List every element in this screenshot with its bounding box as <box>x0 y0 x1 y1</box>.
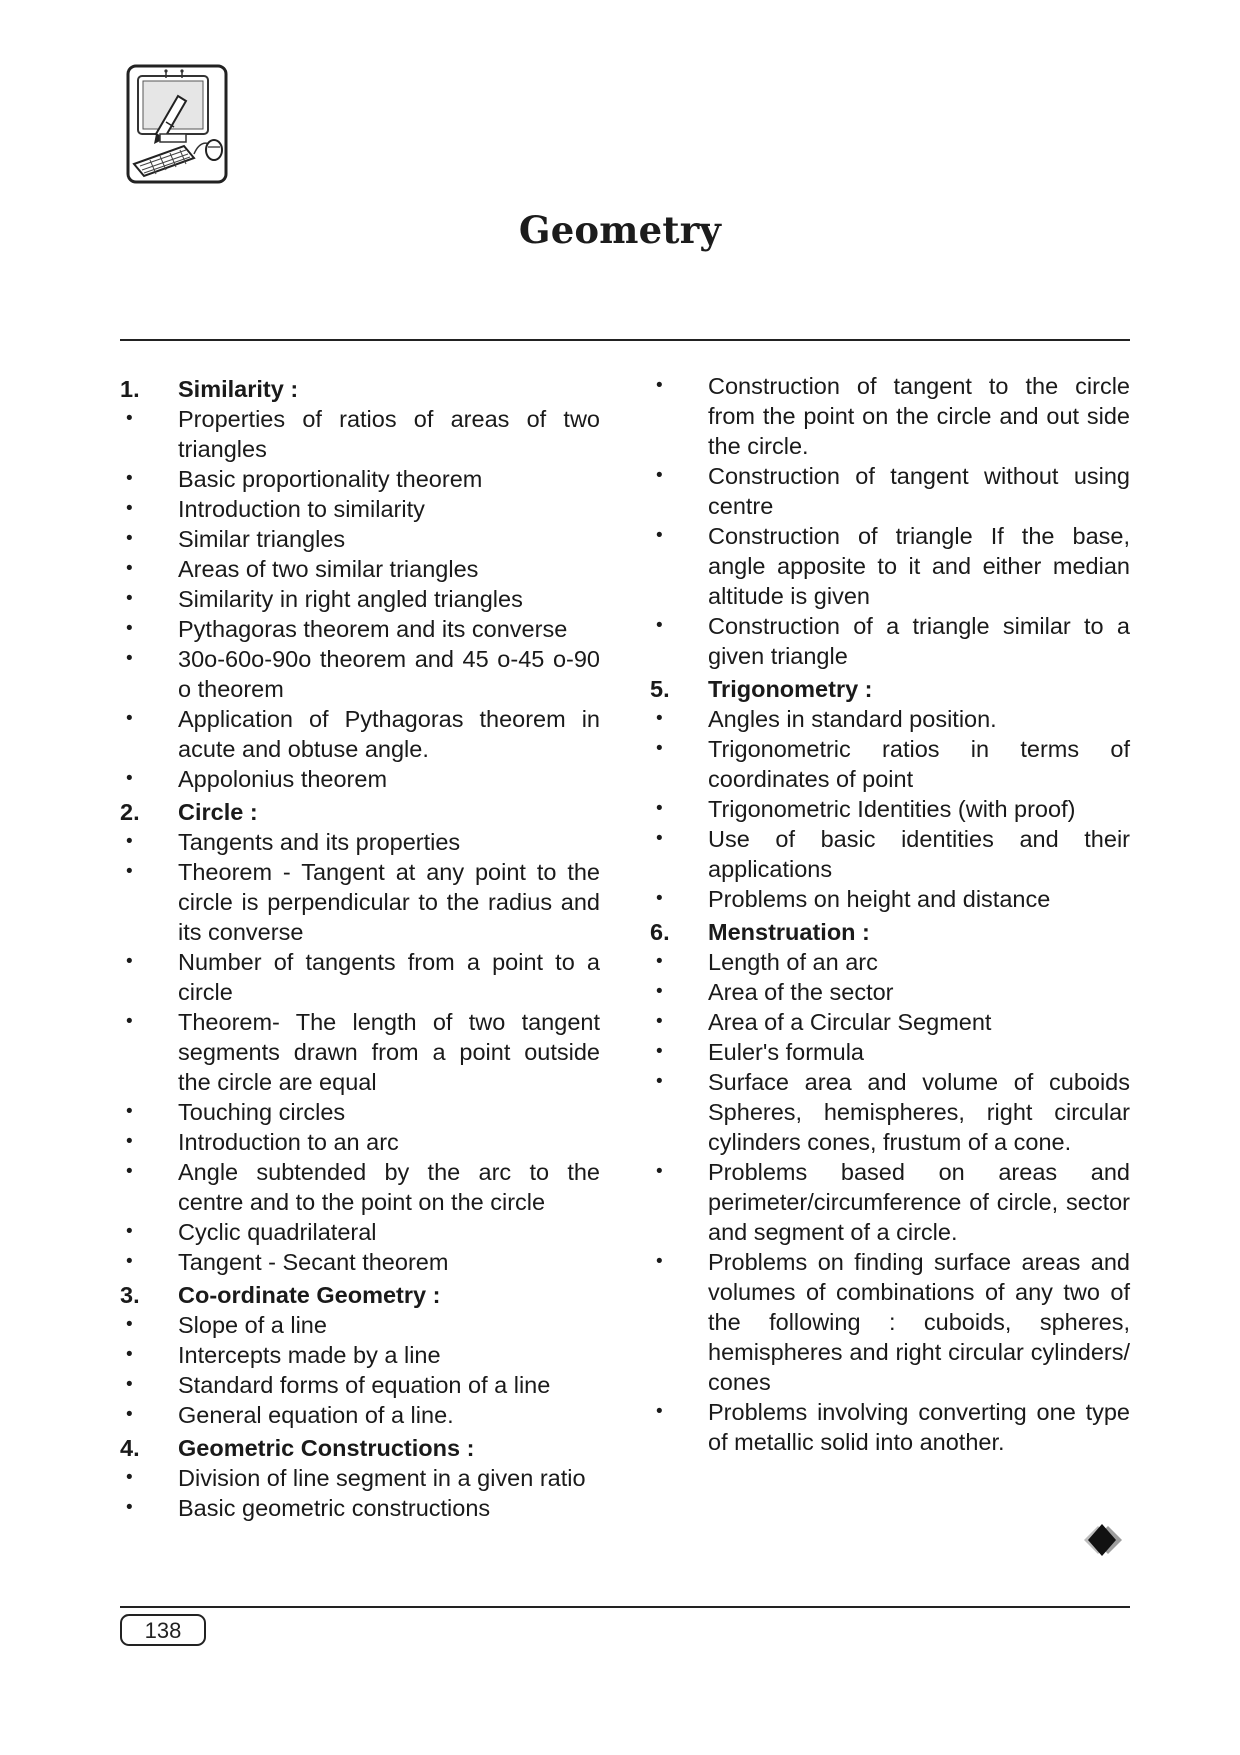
bullet-icon: • <box>126 408 133 429</box>
computer-logo-icon <box>126 64 228 184</box>
list-item <box>120 1400 600 1430</box>
list-item-text: Theorem - Tangent at any point to the circle is perpendicular to the radius and its converse <box>178 859 600 945</box>
list-item-text: Pythagoras theorem and its converse <box>178 616 568 642</box>
list-item <box>650 1397 1130 1457</box>
section-heading <box>650 674 1130 704</box>
list-item <box>120 1007 600 1097</box>
list-item-text: Problems based on areas and perimeter/circumference of circle, sector and segment of a circle. <box>708 1159 1130 1245</box>
list-item-text: Basic proportionality theorem <box>178 466 483 492</box>
list-item-text: Areas of two similar triangles <box>178 556 479 582</box>
bullet-icon: • <box>656 1401 663 1422</box>
page-title: Geometry <box>518 208 722 252</box>
bullet-icon: • <box>656 465 663 486</box>
list-item <box>650 521 1130 611</box>
list-item <box>650 1157 1130 1247</box>
list-item-text: Division of line segment in a given ratio <box>178 1465 586 1491</box>
list-item-text: Introduction to similarity <box>178 496 425 522</box>
section-heading <box>650 917 1130 947</box>
list-item <box>120 554 600 584</box>
list-item-text: Use of basic identities and their applications <box>708 826 1130 882</box>
list-item-text: Similar triangles <box>178 526 346 552</box>
section-number: 6. <box>650 919 670 945</box>
bullet-icon: • <box>126 1344 133 1365</box>
list-item <box>120 584 600 614</box>
list-item <box>120 1157 600 1217</box>
bullet-icon: • <box>656 1011 663 1032</box>
list-item <box>650 461 1130 521</box>
list-item <box>120 524 600 554</box>
bullet-icon: • <box>126 831 133 852</box>
bullet-icon: • <box>126 1011 133 1032</box>
list-item <box>650 1247 1130 1397</box>
section-title: Trigonometry : <box>708 676 873 702</box>
section-heading <box>120 1433 600 1463</box>
bullet-icon: • <box>656 525 663 546</box>
list-item <box>650 611 1130 671</box>
list-item-text: Surface area and volume of cuboids Spheres, hemispheres, right circular cylinders cones, frustum of a cone. <box>708 1069 1130 1155</box>
list-item <box>650 1067 1130 1157</box>
list-item <box>650 734 1130 794</box>
bullet-icon: • <box>126 498 133 519</box>
list-item-text: Problems on height and distance <box>708 886 1051 912</box>
section-title: Similarity : <box>178 376 299 402</box>
list-item-text: Trigonometric ratios in terms of coordinates of point <box>708 736 1130 792</box>
bullet-icon: • <box>656 798 663 819</box>
list-item-text: Trigonometric Identities (with proof) <box>708 796 1076 822</box>
bullet-icon: • <box>126 1404 133 1425</box>
section-number: 3. <box>120 1282 140 1308</box>
page-number: 138 <box>120 1614 206 1646</box>
bullet-icon: • <box>126 1467 133 1488</box>
list-item-text: Basic geometric constructions <box>178 1495 491 1521</box>
list-item-text: Construction of tangent to the circle from the point on the circle and out side the circle. <box>708 373 1130 459</box>
bullet-icon: • <box>656 708 663 729</box>
bullet-icon: • <box>126 1221 133 1242</box>
bullet-icon: • <box>126 951 133 972</box>
list-item <box>120 1127 600 1157</box>
list-item-text: Intercepts made by a line <box>178 1342 441 1368</box>
bullet-icon: • <box>126 768 133 789</box>
list-item <box>120 764 600 794</box>
list-item-text: Construction of triangle If the base, angle apposite to it and either median altitude is given <box>708 523 1130 609</box>
list-item-text: General equation of a line. <box>178 1402 454 1428</box>
bullet-icon: • <box>656 375 663 396</box>
list-item <box>650 704 1130 734</box>
section-heading <box>120 797 600 827</box>
bullet-icon: • <box>126 1161 133 1182</box>
list-item-text: Slope of a line <box>178 1312 327 1338</box>
list-item-text: Introduction to an arc <box>178 1129 399 1155</box>
list-item <box>120 1097 600 1127</box>
bullet-icon: • <box>126 708 133 729</box>
list-item <box>120 614 600 644</box>
bullet-icon: • <box>126 588 133 609</box>
list-item-text: Area of a Circular Segment <box>708 1009 992 1035</box>
list-item <box>120 1463 600 1493</box>
list-item-text: 30o-60o-90o theorem and 45 o-45 o-90 o theorem <box>178 646 600 702</box>
list-item-text: Problems involving converting one type of metallic solid into another. <box>708 1399 1130 1455</box>
bottom-divider <box>120 1606 1130 1608</box>
list-item-text: Theorem- The length of two tangent segments drawn from a point outside the circle are equal <box>178 1009 600 1095</box>
list-item <box>120 494 600 524</box>
bullet-icon: • <box>656 738 663 759</box>
list-item <box>120 1340 600 1370</box>
list-item <box>120 644 600 704</box>
section-heading <box>120 374 600 404</box>
list-item-text: Angle subtended by the arc to the centre and to the point on the circle <box>178 1159 600 1215</box>
list-item-text: Properties of ratios of areas of two triangles <box>178 406 600 462</box>
list-item <box>120 857 600 947</box>
bullet-icon: • <box>656 828 663 849</box>
bullet-icon: • <box>126 861 133 882</box>
list-item <box>120 1217 600 1247</box>
list-item <box>120 464 600 494</box>
section-number: 2. <box>120 799 140 825</box>
section-title: Circle : <box>178 799 258 825</box>
section-title: Co-ordinate Geometry : <box>178 1282 441 1308</box>
bullet-icon: • <box>656 888 663 909</box>
list-item <box>120 704 600 764</box>
list-item <box>650 371 1130 461</box>
bullet-icon: • <box>656 1041 663 1062</box>
section-number: 4. <box>120 1435 140 1461</box>
bullet-icon: • <box>126 1497 133 1518</box>
bullet-icon: • <box>656 1071 663 1092</box>
list-item <box>650 947 1130 977</box>
list-item-text: Angles in standard position. <box>708 706 997 732</box>
list-item <box>120 1247 600 1277</box>
bullet-icon: • <box>126 1131 133 1152</box>
list-item <box>120 404 600 464</box>
list-item-text: Application of Pythagoras theorem in acute and obtuse angle. <box>178 706 600 762</box>
bullet-icon: • <box>126 558 133 579</box>
list-item-text: Construction of a triangle similar to a given triangle <box>708 613 1130 669</box>
list-item <box>650 794 1130 824</box>
list-item-text: Cyclic quadrilateral <box>178 1219 377 1245</box>
list-item <box>650 1037 1130 1067</box>
bullet-icon: • <box>126 1374 133 1395</box>
section-title: Menstruation : <box>708 919 870 945</box>
diamond-ornament-icon <box>1068 1518 1132 1562</box>
list-item-text: Euler's formula <box>708 1039 864 1065</box>
list-item <box>650 1007 1130 1037</box>
list-item-text: Tangents and its properties <box>178 829 461 855</box>
list-item-text: Number of tangents from a point to a circle <box>178 949 600 1005</box>
left-column <box>120 371 600 1523</box>
bullet-icon: • <box>126 528 133 549</box>
list-item-text: Length of an arc <box>708 949 878 975</box>
section-title: Geometric Constructions : <box>178 1435 475 1461</box>
bullet-icon: • <box>126 1314 133 1335</box>
bullet-icon: • <box>656 981 663 1002</box>
list-item-text: Similarity in right angled triangles <box>178 586 523 612</box>
section-number: 1. <box>120 376 140 402</box>
list-item-text: Area of the sector <box>708 979 894 1005</box>
list-item-text: Touching circles <box>178 1099 346 1125</box>
list-item-text: Problems on finding surface areas and volumes of combinations of any two of the following : cuboids, spheres, hemispheres and right circular cylinders/ cones <box>708 1249 1130 1395</box>
bullet-icon: • <box>126 1101 133 1122</box>
top-divider <box>120 339 1130 341</box>
list-item-text: Standard forms of equation of a line <box>178 1372 551 1398</box>
bullet-icon: • <box>126 468 133 489</box>
list-item <box>120 1370 600 1400</box>
list-item-text: Construction of tangent without using centre <box>708 463 1130 519</box>
list-item <box>120 1310 600 1340</box>
list-item <box>120 827 600 857</box>
bullet-icon: • <box>126 1251 133 1272</box>
bullet-icon: • <box>126 618 133 639</box>
list-item-text: Appolonius theorem <box>178 766 388 792</box>
bullet-icon: • <box>126 648 133 669</box>
list-item <box>650 977 1130 1007</box>
bullet-icon: • <box>656 951 663 972</box>
list-item <box>120 1493 600 1523</box>
list-item <box>650 884 1130 914</box>
section-heading <box>120 1280 600 1310</box>
bullet-icon: • <box>656 615 663 636</box>
bullet-icon: • <box>656 1251 663 1272</box>
section-number: 5. <box>650 676 670 702</box>
list-item <box>120 947 600 1007</box>
list-item-text: Tangent - Secant theorem <box>178 1249 449 1275</box>
bullet-icon: • <box>656 1161 663 1182</box>
list-item <box>650 824 1130 884</box>
right-column <box>650 371 1130 1457</box>
